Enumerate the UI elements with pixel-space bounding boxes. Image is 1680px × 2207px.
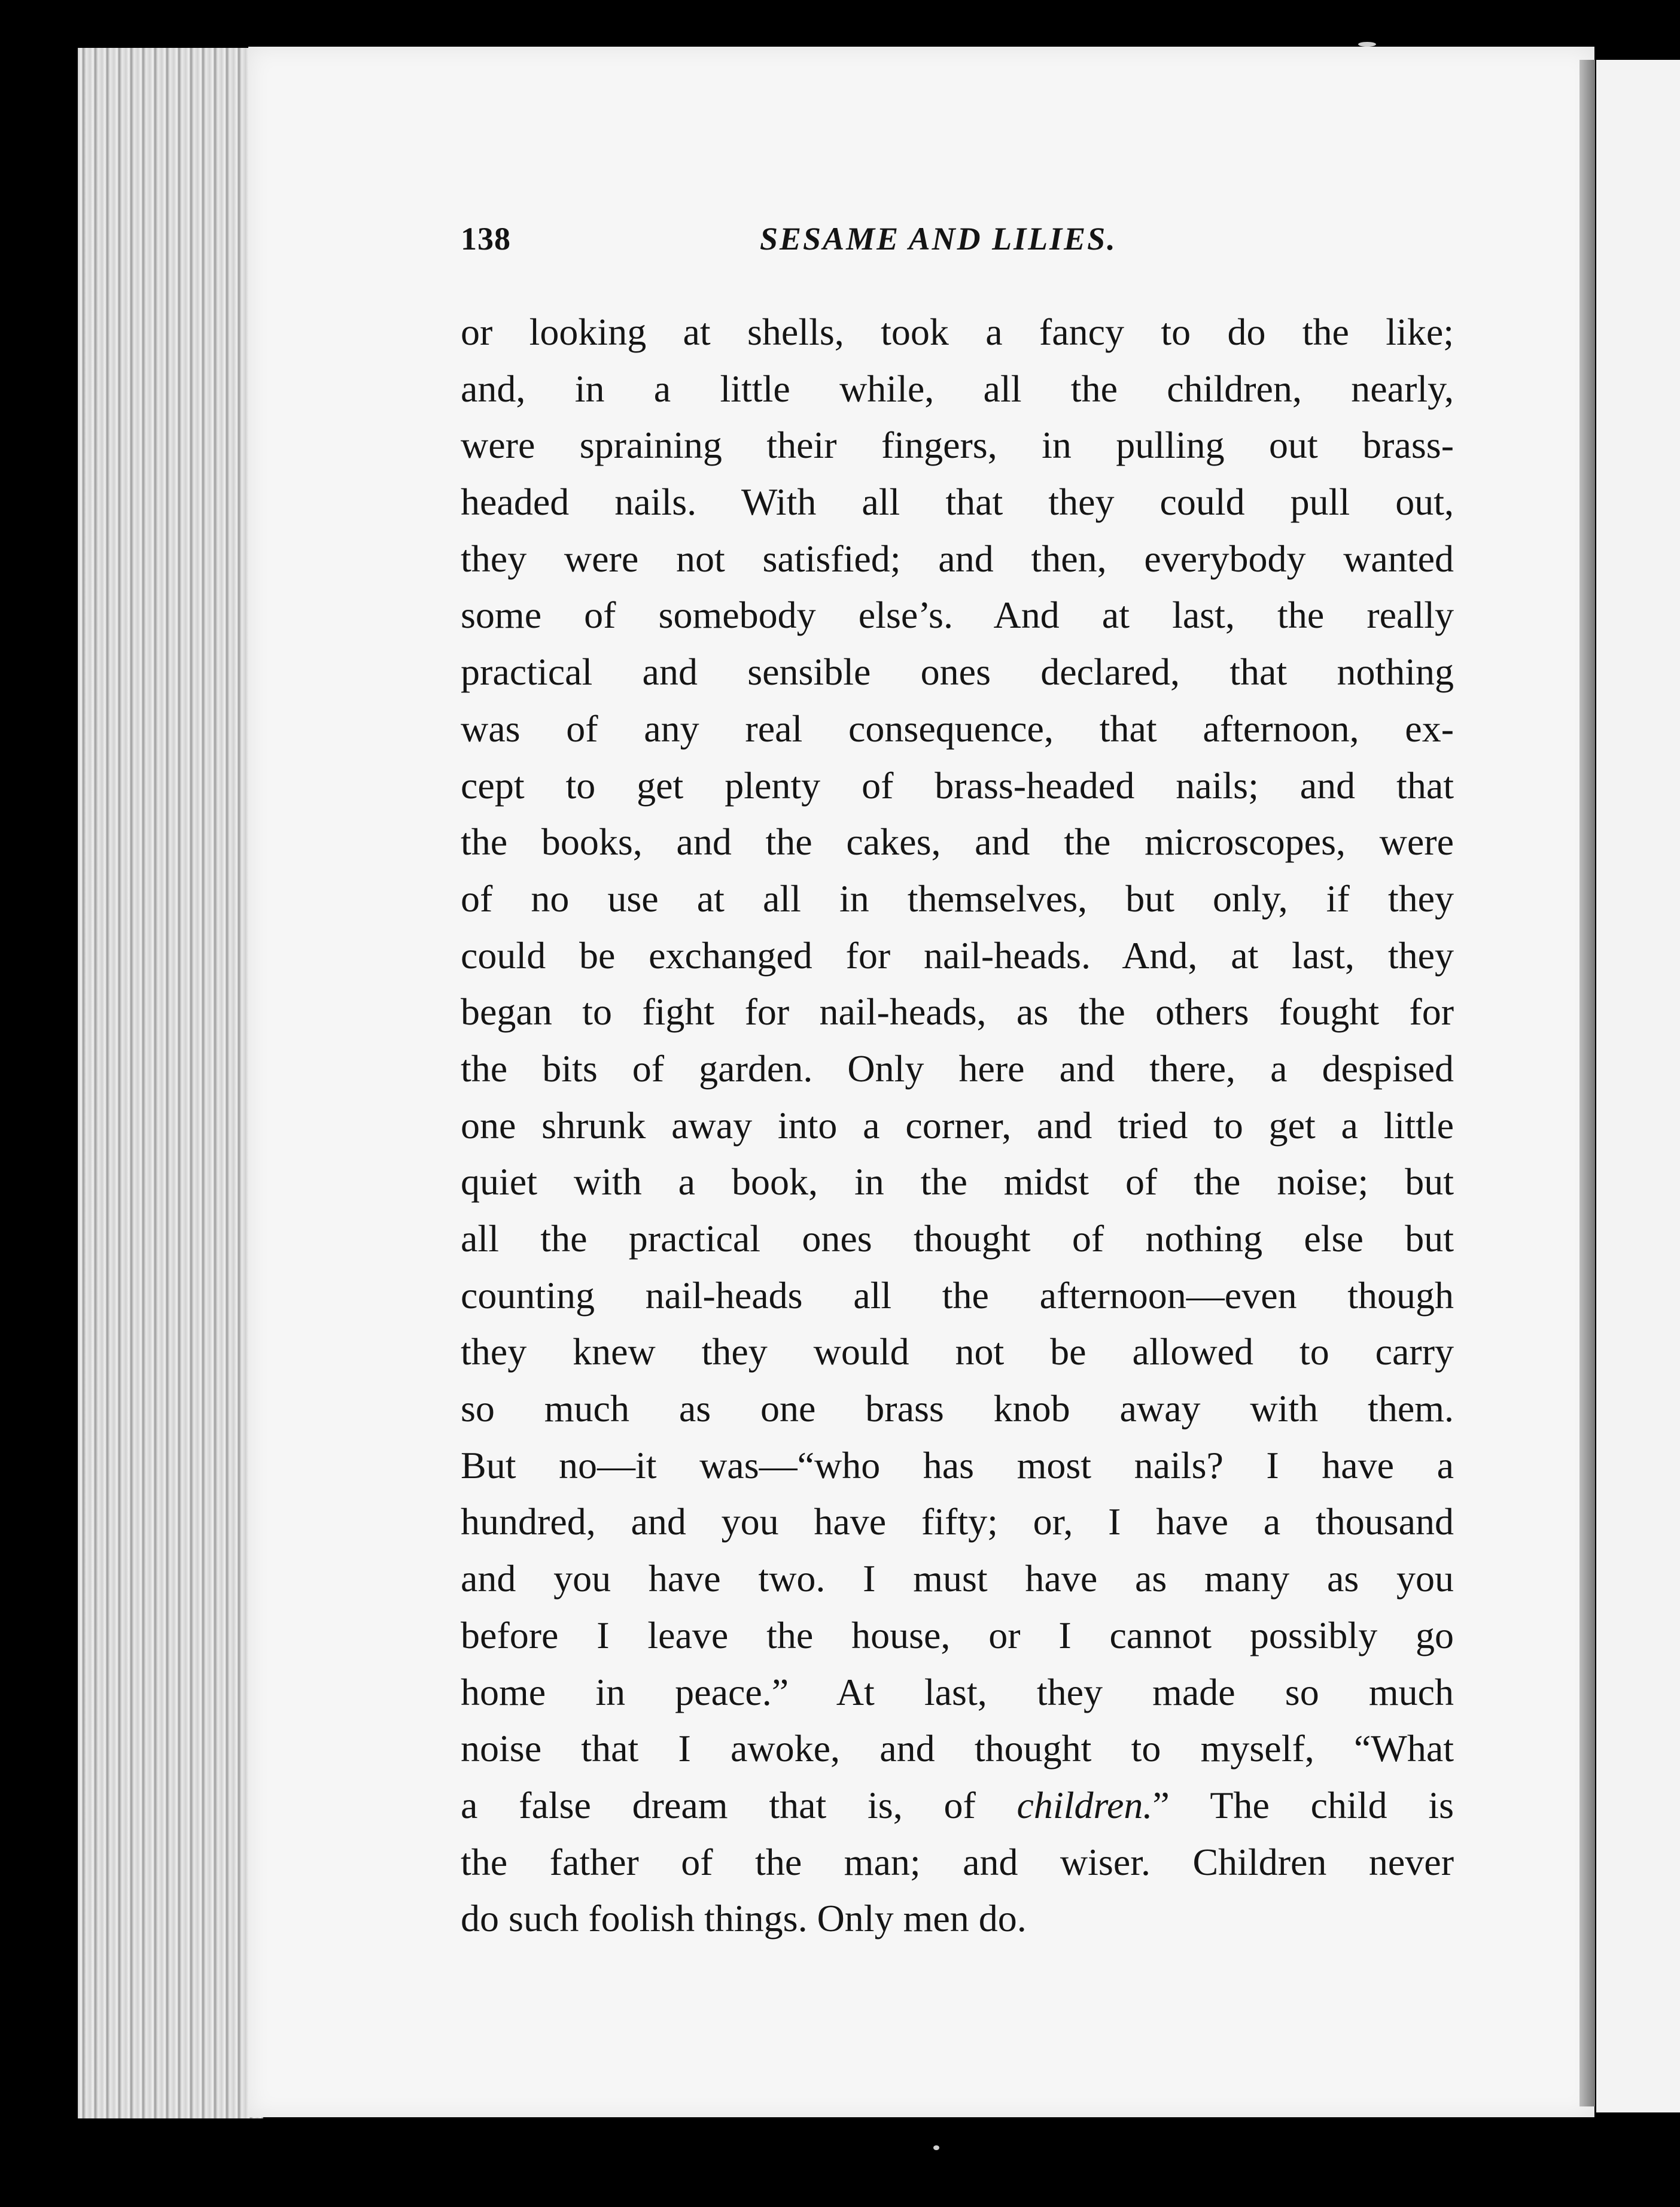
facing-page-edge [1596, 60, 1680, 2112]
text-fragment: ” The child is [1152, 1783, 1454, 1826]
page-edges [78, 48, 263, 2118]
final-text-line: do such foolish things. Only men do. [461, 1897, 1027, 1940]
text-line-with-italic [461, 1777, 1454, 1834]
text-line: the bits of garden. Only here and there, a despised [461, 1047, 1454, 1090]
text-line: hundred, and you have fifty; or, I have a thousand [461, 1500, 1454, 1543]
text-line: counting nail-heads all the afternoon—even though [461, 1273, 1454, 1317]
text-fragment: a false dream that is, of [461, 1783, 1017, 1826]
text-line: they were not satisfied; and then, everybody wanted [461, 537, 1454, 580]
text-line: or looking at shells, took a fancy to do the like; [461, 311, 1454, 353]
text-line: headed nails. With all that they could pull out, [461, 481, 1454, 524]
gutter-shadow [1579, 60, 1595, 2106]
body-text [461, 304, 1454, 1947]
running-title: SESAME AND LILIES. [760, 221, 1117, 257]
text-line: so much as one brass knob away with them. [461, 1387, 1454, 1430]
text-line: But no—it was—“who has most nails? I have a [461, 1443, 1454, 1486]
text-line: noise that I awoke, and thought to myself, “What [461, 1727, 1454, 1770]
text-line: were spraining their fingers, in pulling out brass- [461, 424, 1454, 467]
text-line: began to fight for nail-heads, as the others fought for [461, 990, 1454, 1033]
text-line: they knew they would not be allowed to carry [461, 1330, 1454, 1373]
text-line: and, in a little while, all the children, nearly, [461, 367, 1454, 410]
running-head [461, 220, 1185, 262]
text-line: cept to get plenty of brass-headed nails; and that [461, 764, 1454, 807]
text-line: the father of the man; and wiser. Children never [461, 1840, 1454, 1883]
text-line: quiet with a book, in the midst of the noise; but [461, 1160, 1454, 1203]
text-line: home in peace.” At last, they made so much [461, 1670, 1454, 1713]
text-line: some of somebody else’s. And at last, the really [461, 594, 1454, 637]
text-line: practical and sensible ones declared, that nothing [461, 650, 1454, 694]
scan-speck [1358, 42, 1376, 47]
scan-speck [933, 2145, 939, 2150]
page-number: 138 [461, 221, 511, 257]
italic-word: children. [1016, 1783, 1153, 1826]
text-line: all the practical ones thought of nothing else but [461, 1217, 1454, 1260]
text-line: could be exchanged for nail-heads. And, at last, they [461, 934, 1454, 977]
text-line: the books, and the cakes, and the microscopes, were [461, 820, 1454, 864]
text-line: one shrunk away into a corner, and tried to get a little [461, 1104, 1454, 1147]
text-line: of no use at all in themselves, but only, if they [461, 877, 1454, 920]
text-line: before I leave the house, or I cannot possibly go [461, 1613, 1454, 1656]
text-line: was of any real consequence, that afternoon, ex- [461, 707, 1454, 750]
text-line: and you have two. I must have as many as you [461, 1557, 1454, 1600]
